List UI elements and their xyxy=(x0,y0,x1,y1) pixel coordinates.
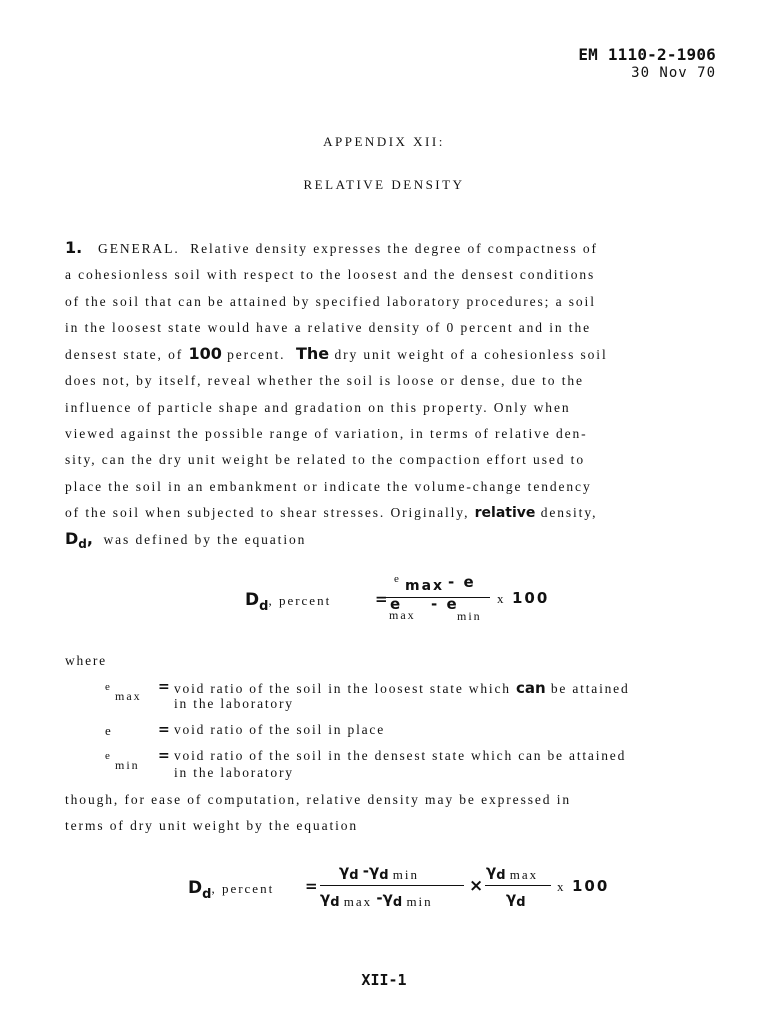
definition-equals: = xyxy=(158,722,172,738)
where-label: where xyxy=(65,653,107,668)
paragraph-line: a cohesionless soil with respect to the loosest and the densest conditions xyxy=(65,267,596,283)
equation2-numerator-2: γd max xyxy=(486,862,539,883)
paragraph-line: densest state, of 100 percent. The dry unit weight of a cohesionless soil xyxy=(65,344,608,364)
document-header xyxy=(578,46,716,82)
equation2-times-symbol: × xyxy=(469,876,486,896)
paragraph-line: terms of dry unit weight by the equation xyxy=(65,818,359,834)
paragraph-line: 1. GENERAL. Relative density expresses the degree of compactness of xyxy=(65,238,598,257)
definition-subscript: max xyxy=(115,689,142,703)
definition-text-cont: in the laboratory xyxy=(174,696,294,711)
definition-subscript: min xyxy=(115,758,140,772)
document-id: EM 1110-2-1906 xyxy=(578,45,716,64)
equation1-den-max: max xyxy=(389,608,416,622)
paragraph-line: in the loosest state would have a relative density of 0 percent and in the xyxy=(65,319,591,335)
paragraph-line: Dd, was defined by the equation xyxy=(65,529,307,552)
definition-text: void ratio of the soil in the densest state which can be attained xyxy=(174,748,627,763)
definition-symbol: e xyxy=(105,750,110,762)
paragraph-general xyxy=(65,235,721,558)
equation1-lhs: Dd, percent xyxy=(245,590,332,614)
equation2-fraction-bar-1 xyxy=(320,885,464,886)
definition-text-cont: in the laboratory xyxy=(174,765,294,780)
definition-symbol: e xyxy=(105,723,111,738)
paragraph-line: of the soil that can be attained by specified laboratory procedures; a soil xyxy=(65,293,596,309)
definition-text: void ratio of the soil in place xyxy=(174,722,386,737)
definition-text: void ratio of the soil in the loosest state which can be attained xyxy=(174,679,630,697)
paragraph-line: though, for ease of computation, relative density may be expressed in xyxy=(65,792,571,807)
paragraph-line: sity, can the dry unit weight be related to the compaction effort used to xyxy=(65,452,585,468)
equation1-times: x xyxy=(497,591,506,606)
equation2-fraction-bar-2 xyxy=(485,885,551,886)
paragraph-line: of the soil when subjected to shear stresses. Originally, relative density, xyxy=(65,504,598,521)
equation2-factor: 100 xyxy=(572,877,610,895)
definition-symbol: e xyxy=(105,681,110,693)
definition-equals: = xyxy=(158,748,172,764)
equation2-equals: = xyxy=(305,877,320,895)
paragraph-line: viewed against the possible range of variation, in terms of relative den- xyxy=(65,426,588,442)
paragraph-dry-unit-weight xyxy=(65,787,721,840)
paragraph-line: place the soil in an embankment or indicate the volume-change tendency xyxy=(65,478,592,494)
equation2-numerator: γd -γd min xyxy=(339,862,420,883)
paragraph-line: influence of particle shape and gradation on this property. Only when xyxy=(65,399,571,415)
document-date: 30 Nov 70 xyxy=(631,65,716,81)
paragraph-heading: GENERAL. xyxy=(98,241,180,256)
equation1-factor: 100 xyxy=(512,589,550,607)
equation2-denominator: γd max -γd min xyxy=(320,889,433,910)
paragraph-line: does not, by itself, reveal whether the soil is loose or dense, due to the xyxy=(65,373,584,389)
paragraph-number: 1. xyxy=(65,238,83,257)
equation1-den-min: min xyxy=(457,609,482,623)
equation1-num-minus-e: - e xyxy=(448,573,476,591)
equation1-num-max: max xyxy=(405,578,445,594)
page-number: XII-1 xyxy=(361,971,407,989)
equation2-lhs: Dd, percent xyxy=(188,878,275,902)
equation2-x: x xyxy=(557,879,566,894)
definition-equals: = xyxy=(158,679,172,695)
equation2-denominator-2: γd xyxy=(506,889,526,910)
equation1-den-e: e xyxy=(390,595,403,613)
equation1-num-e: e xyxy=(394,573,401,585)
section-title: RELATIVE DENSITY xyxy=(303,177,465,192)
equation1-equals: = xyxy=(375,590,390,608)
appendix-title: APPENDIX XII: xyxy=(323,134,445,149)
equation1-den-minus-e: - e xyxy=(431,595,459,613)
